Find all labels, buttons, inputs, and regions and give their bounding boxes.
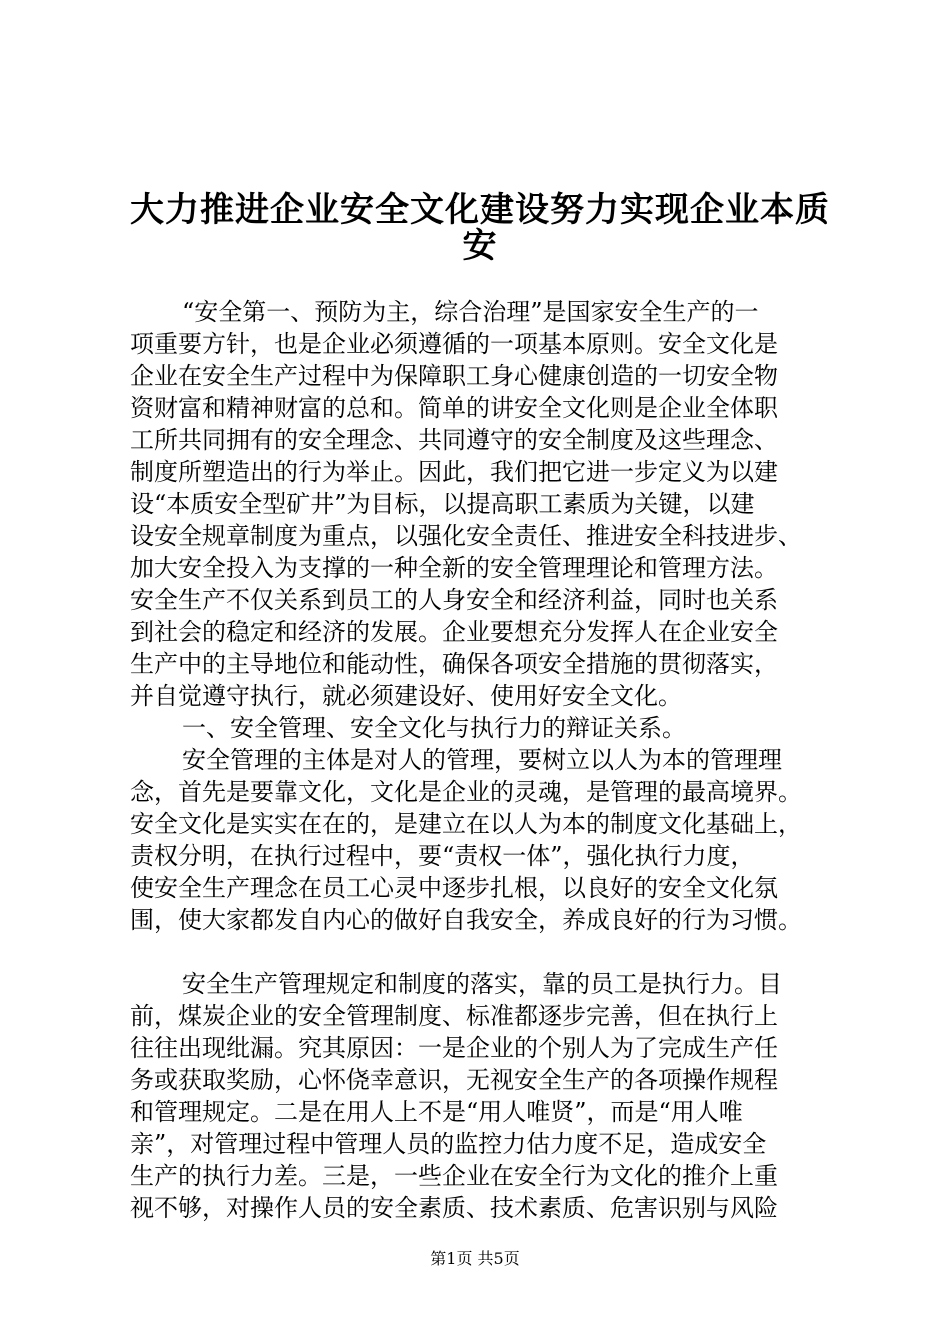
body-line: 和管理规定。二是在用人上不是“用人唯贤”，而是“用人唯 [130, 1098, 743, 1126]
body-line: 并自觉遵守执行，就必须建设好、使用好安全文化。 [130, 682, 682, 710]
body-line: 生产中的主导地位和能动性，确保各项安全措施的贯彻落实， [130, 650, 778, 678]
section-heading: 一、安全管理、安全文化与执行力的辩证关系。 [182, 714, 686, 742]
body-line: 往往出现纰漏。究其原因：一是企业的个别人为了完成生产任 [130, 1034, 778, 1062]
body-line: 项重要方针，也是企业必须遵循的一项基本原则。安全文化是 [130, 330, 778, 358]
body-line: 安全管理的主体是对人的管理，要树立以人为本的管理理 [182, 746, 782, 774]
body-line: 企业在安全生产过程中为保障职工身心健康创造的一切安全物 [130, 362, 778, 390]
body-line: “安全第一、预防为主，综合治理”是国家安全生产的一 [182, 298, 759, 326]
body-line: 到社会的稳定和经济的发展。企业要想充分发挥人在企业安全 [130, 618, 778, 646]
body-line: 责权分明，在执行过程中，要“责权一体”，强化执行力度， [130, 842, 755, 870]
paragraph-gap [130, 936, 830, 968]
body-line: 安全文化是实实在在的，是建立在以人为本的制度文化基础上， [130, 810, 802, 838]
body-line: 视不够，对操作人员的安全素质、技术素质、危害识别与风险 [130, 1194, 778, 1222]
body-line: 工所共同拥有的安全理念、共同遵守的安全制度及这些理念、 [130, 426, 778, 454]
document-title-line-2: 安 [462, 226, 498, 266]
body-line: 念，首先是要靠文化，文化是企业的灵魂，是管理的最高境界。 [130, 778, 802, 806]
body-line: 生产的执行力差。三是，一些企业在安全行为文化的推介上重 [130, 1162, 778, 1190]
body-line: 围，使大家都发自内心的做好自我安全，养成良好的行为习惯。 [130, 906, 802, 934]
body-line: 安全生产不仅关系到员工的人身安全和经济利益，同时也关系 [130, 586, 778, 614]
body-line: 制度所塑造出的行为举止。因此，我们把它进一步定义为以建 [130, 458, 778, 486]
body-line: 设“本质安全型矿井”为目标，以提高职工素质为关键，以建 [130, 490, 755, 518]
body-line: 前，煤炭企业的安全管理制度、标准都逐步完善，但在执行上 [130, 1002, 778, 1030]
body-line: 亲”，对管理过程中管理人员的监控力估力度不足，造成安全 [130, 1130, 767, 1158]
document-title-line-1: 大力推进企业安全文化建设努力实现企业本质 [130, 190, 830, 230]
body-line: 加大安全投入为支撑的一种全新的安全管理理论和管理方法。 [130, 554, 778, 582]
body-line: 使安全生产理念在员工心灵中逐步扎根，以良好的安全文化氛 [130, 874, 778, 902]
page-footer: 第1页 共5页 [430, 1249, 520, 1268]
document-body [130, 296, 830, 1224]
body-line: 资财富和精神财富的总和。简单的讲安全文化则是企业全体职 [130, 394, 778, 422]
body-line: 安全生产管理规定和制度的落实，靠的员工是执行力。目 [182, 970, 782, 998]
body-line: 务或获取奖励，心怀侥幸意识，无视安全生产的各项操作规程 [130, 1066, 778, 1094]
body-line: 设安全规章制度为重点，以强化安全责任、推进安全科技进步、 [130, 522, 802, 550]
